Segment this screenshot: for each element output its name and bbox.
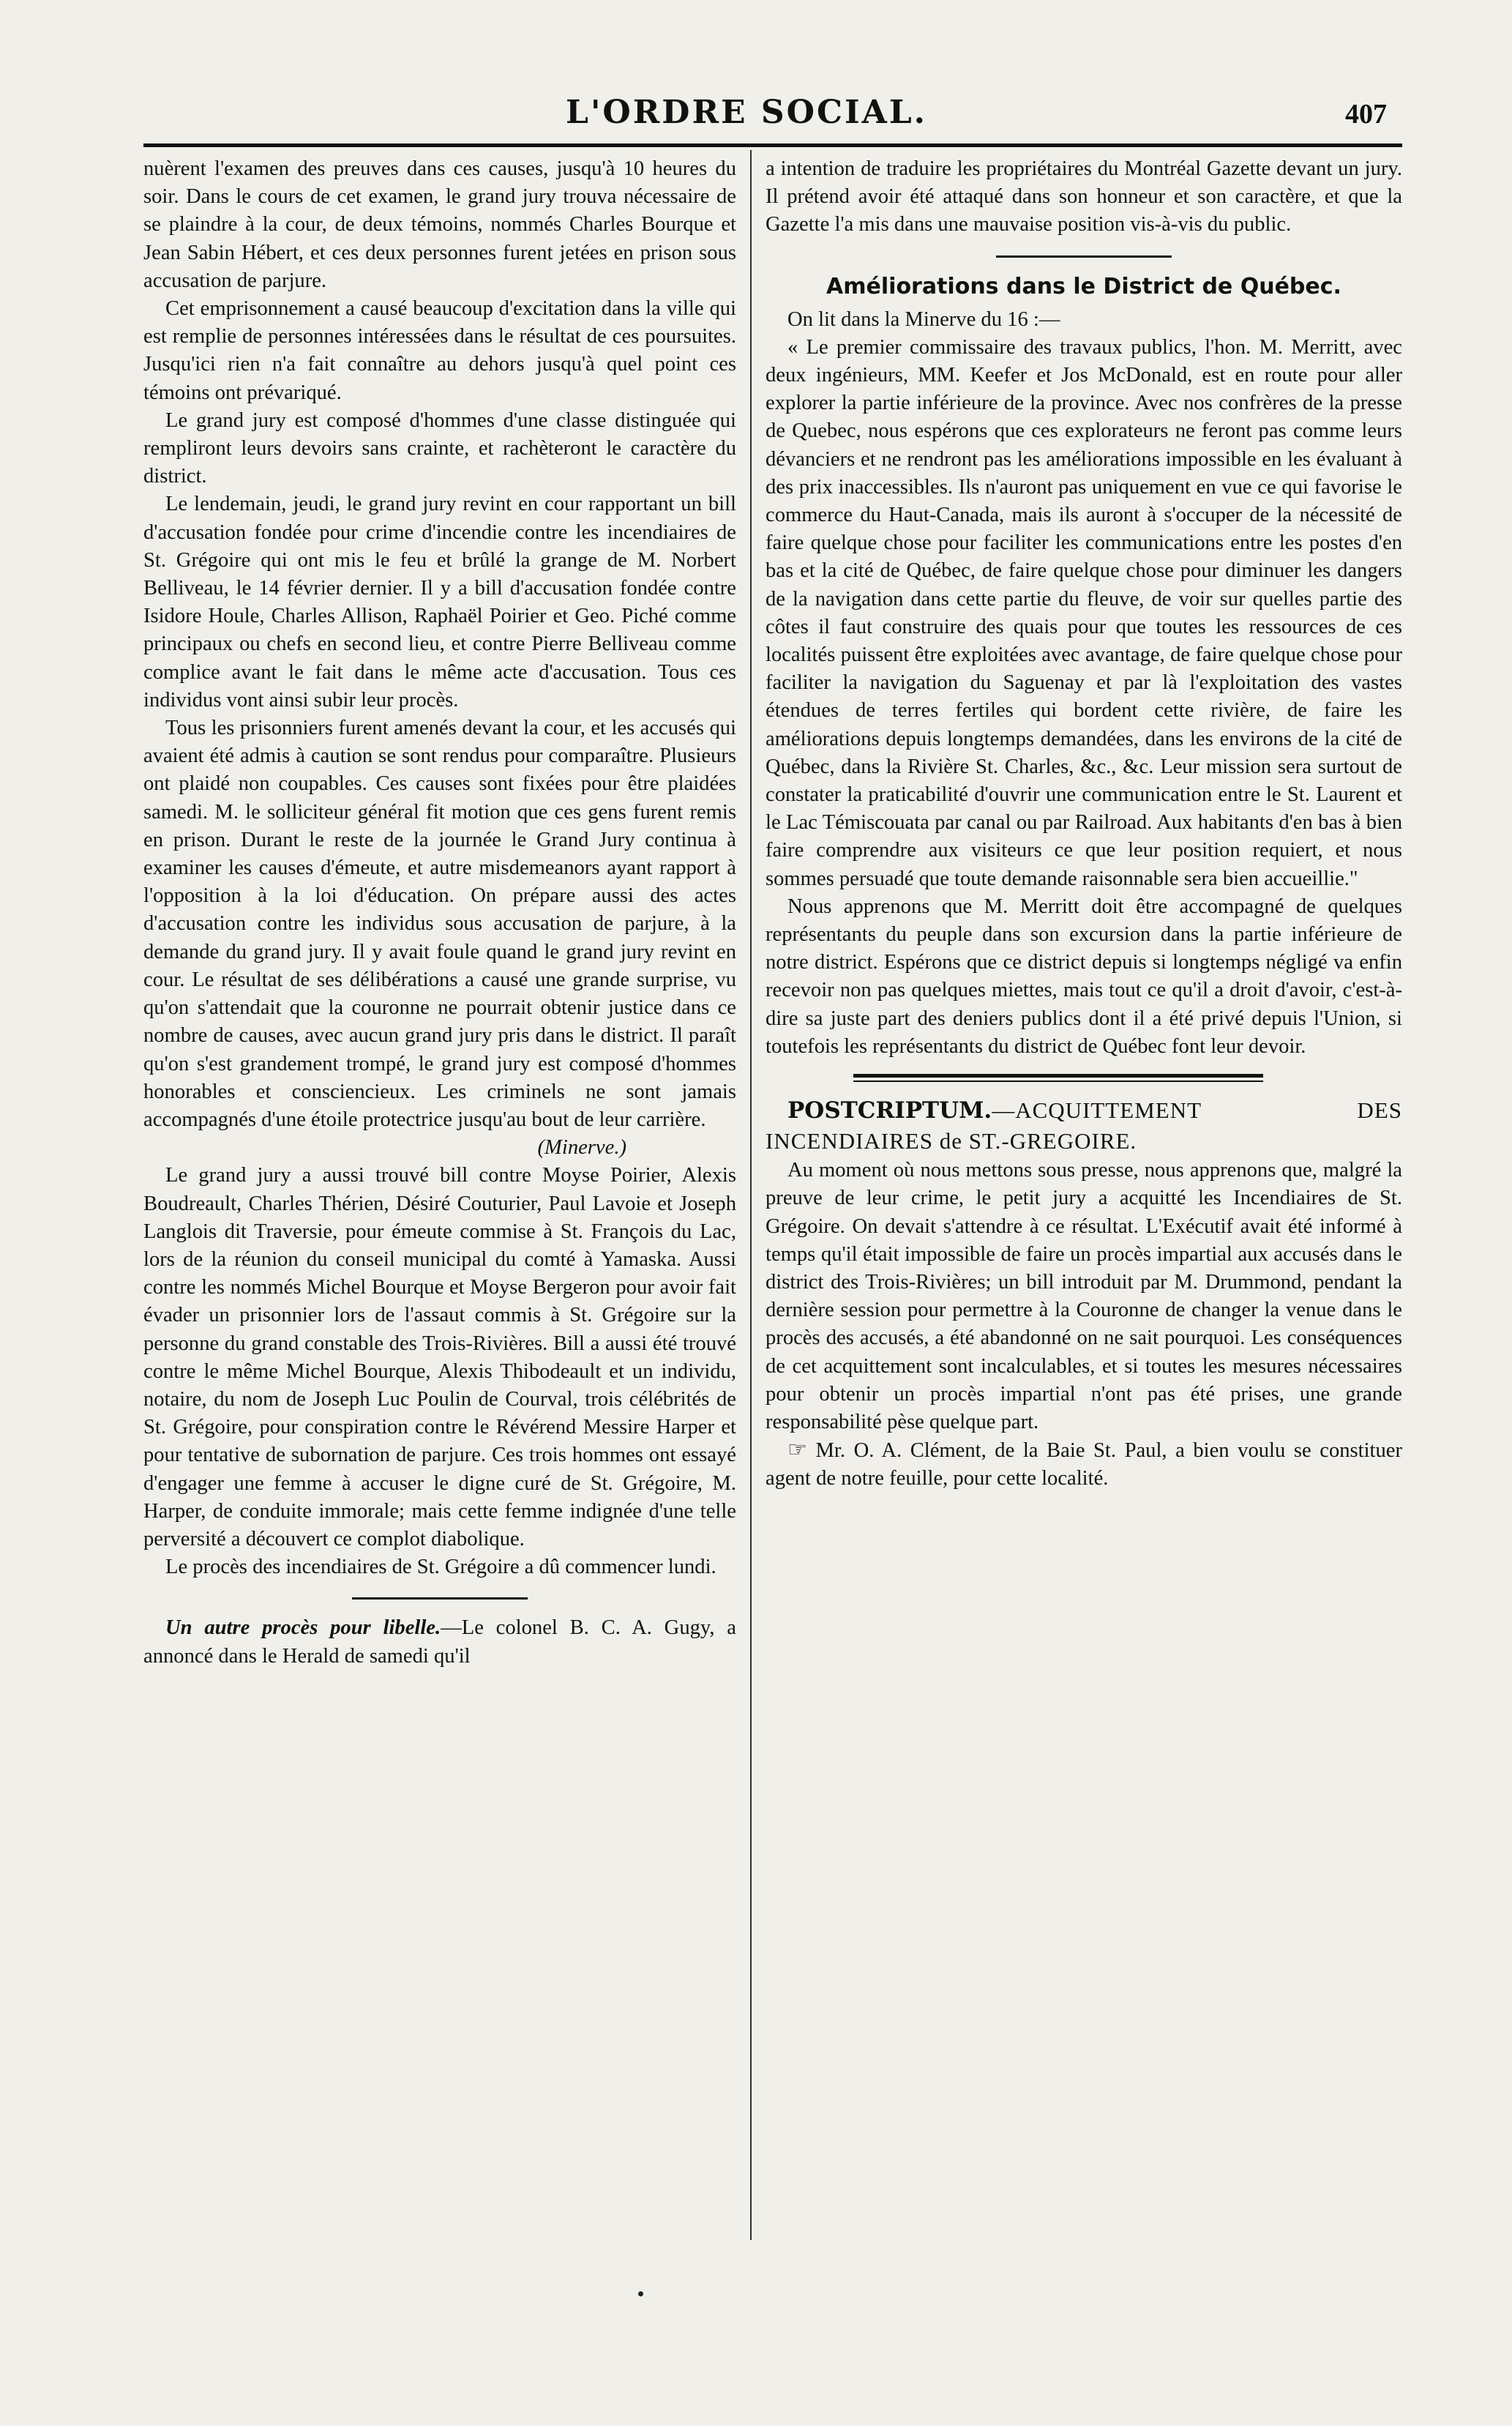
- column-divider: [750, 150, 752, 2240]
- article-paragraph: Au moment où nous mettons sous presse, nous apprenons que, malgré la preuve de leur crime, le petit jury a acquitté les Incendiaires de St. Grégoire. On devait s'attendre à ce résultat. L'Exécutif avait été informé à temps qu'il était impossible de faire un procès impartial aux accusés dans le district des Trois-Rivières; un bill introduit par M. Drummond, pendant la dernière session pour permettre à la Couronne de changer la venue dans le procès des accusés, a été abandonné on ne sait pourquoi. Les conséquences de cet acquittement sont incalculables, et si toutes les mesures nécessaires pour obtenir un procès impartial n'ont pas été prises, une grande responsabilité pèse quelque part.: [766, 1159, 1402, 1433]
- source-signature: (Minerve.): [537, 1136, 626, 1160]
- section-divider: [352, 1597, 528, 1600]
- article-paragraph: Le grand jury a aussi trouvé bill contre Moyse Poirier, Alexis Boudreault, Charles Thérien, Désiré Couturier, Paul Lavoie et Joseph Langlois dit Traversie, pour émeute commise à St. François du Lac, lors de la réunion du conseil municipal du comté à Yamaska. Aussi contre les nommés Michel Bourque et Moyse Bergeron pour avoir fait évader un prisonnier lors de l'assaut commis à St. Grégoire sur la personne du grand constable des Trois-Rivières. Bill a aussi été trouvé contre le même Michel Bourque, Alexis Thibodeault et un individu, notaire, du nom de Joseph Luc Poulin de Courval, trois célébrités de St. Grégoire, pour conspiration contre le Révérend Messire Harper et pour tentative de subornation de parjure. Ces trois hommes ont essayé d'engager une femme à accuser le digne curé de St. Grégoire, M. Harper, de conduite immorale; mais cette femme indignée d'une telle perversité a découvert ce complot diabolique.: [143, 1164, 736, 1550]
- pointing-hand-icon: ☞: [787, 1437, 807, 1463]
- right-column: [766, 155, 1402, 1493]
- postscript-title: —ACQUITTEMENT DES INCENDIAIRES de ST.-GREGOIRE.: [766, 1097, 1402, 1154]
- header-rule: [143, 143, 1402, 147]
- notice-paragraph: [766, 1436, 1402, 1493]
- postscript-heading: [766, 1095, 1402, 1157]
- article-paragraph: Le grand jury est composé d'hommes d'une classe distinguée qui rempliront leurs devoirs sans crainte, et rachèteront le caractère du district.: [143, 408, 736, 488]
- page-number: 407: [1345, 99, 1387, 130]
- notice-text: Mr. O. A. Clément, de la Baie St. Paul, a bien voulu se constituer agent de notre feuille, pour cette localité.: [766, 1439, 1403, 1490]
- section-heading: Améliorations dans le District de Québec.: [826, 273, 1341, 299]
- left-column: [143, 155, 736, 1671]
- article-paragraph: nuèrent l'examen des preuves dans ces causes, jusqu'à 10 heures du soir. Dans le cours de cet examen, le grand jury trouva nécessaire de se plaindre à la cour, de deux témoins, nommés Charles Bourque et Jean Sabin Hébert, et ces deux personnes furent jetées en prison sous accusation de parjure.: [143, 157, 736, 292]
- section-divider: [996, 255, 1172, 258]
- article-text: —Le colonel B. C. A. Gugy, a annoncé dans le Herald de samedi qu'il: [143, 1616, 736, 1668]
- postscript-label: POSTCRIPTUM.: [787, 1097, 992, 1124]
- section-divider: [853, 1074, 1263, 1082]
- article-paragraph: [143, 1614, 736, 1670]
- article-paragraph: Le lendemain, jeudi, le grand jury revint en cour rapportant un bill d'accusation fondée pour crime d'incendie contre les incendiaires de St. Grégoire qui ont mis le feu et brûlé la grange de M. Norbert Belliveau, le 14 février dernier. Il y a bill d'accusation fondée contre Isidore Houle, Charles Allison, Raphaël Poirier et Geo. Piché comme principaux ou chefs en second lieu, et contre Pierre Belliveau comme complice avant le fait dans le même acte d'accusation. Tous ces individus vont ainsi subir leur procès.: [143, 493, 736, 712]
- article-paragraph: On lit dans la Minerve du 16 :—: [787, 307, 1060, 331]
- article-paragraph: Nous apprenons que M. Merritt doit être accompagné de quelques représentants du peuple dans son excursion dans la partie inférieure de notre district. Espérons que ce district depuis si longtemps négligé va enfin recevoir non pas quelques miettes, mais tout ce qu'il a droit d'avoir, c'est-à-dire sa juste part des deniers publics dont il a été privé depuis l'Union, si toutefois les représentants du district de Québec font leur devoir.: [766, 895, 1402, 1058]
- article-paragraph: a intention de traduire les propriétaires du Montréal Gazette devant un jury. Il prétend avoir été attaqué dans son honneur et son caractère, et que la Gazette l'a mis dans une mauvaise position vis-à-vis du public.: [766, 157, 1402, 236]
- page-title: L'ORDRE SOCIAL.: [566, 94, 927, 131]
- article-paragraph: Tous les prisonniers furent amenés devant la cour, et les accusés qui avaient été admis à caution se sont rendus pour comparaître. Plusieurs ont plaidé non coupables. Ces causes sont fixées pour être plaidées samedi. M. le solliciteur général fit motion que ces gens furent remis en prison. Durant le reste de la journée le Grand Jury continua à examiner les causes d'émeute, et autre misdemeanors ayant rapport à l'opposition à la loi d'éducation. On prépare aussi des actes d'accusation contre les individus sous accusation de parjure, à la demande du grand jury. Il y avait foule quand le grand jury revint en cour. Le résultat de ses délibérations a causé une grande surprise, vu qu'on s'attendait que la couronne ne pourrait obtenir justice dans ce nombre de causes, avec aucun grand jury pris dans le district. Il paraît qu'on s'est grandement trompé, le grand jury est composé d'hommes honorables et consciencieux. Les criminels ne sont jamais accompagnés d'une étoile protectrice jusqu'au bout de leur carrière.: [143, 717, 736, 1131]
- print-speck: [638, 2291, 643, 2296]
- article-paragraph: Cet emprisonnement a causé beaucoup d'excitation dans la ville qui est remplie de personnes intéressées dans le résultat de ces poursuites. Jusqu'ici rien n'a fait connaître au dehors jusqu'à quel point ces témoins ont prévariqué.: [143, 297, 736, 404]
- article-paragraph: Le procès des incendiaires de St. Grégoire a dû commencer lundi.: [165, 1556, 716, 1579]
- article-lead: Un autre procès pour libelle.: [165, 1616, 441, 1640]
- article-paragraph: « Le premier commissaire des travaux publics, l'hon. M. Merritt, avec deux ingénieurs, MM. Keefer et Jos McDonald, est en route pour aller explorer la partie inférieure de la province. Avec nos confrères de la presse de Quebec, nous espérons que ces explorateurs ne feront pas comme leurs dévanciers et ne rendront pas les améliorations impossible en les évaluant à des prix inaccessibles. Ils n'auront pas uniquement en vue ce qui favorise le commerce du Haut-Canada, mais ils auront à s'occuper de la nécessité de faire quelque chose pour faciliter les communications entre les postes d'en bas et la cité de Québec, de faire quelque chose pour diminuer les dangers de la navigation dans cette partie du fleuve, de voir sur quelles partie des côtes il faut construire des quais pour que toutes les ressources de ces localités puissent être exploitées avec avantage, de faire quelque chose pour faciliter la navigation du Saguenay et par là l'exploitation des vastes étendues de terres fertiles qui bordent cette rivière, de faire les améliorations depuis longtemps demandées, dans les environs de la cité de Québec, dans la Rivière St. Charles, &c., &c. Leur mission sera surtout de constater la praticabilité d'ouvrir une communication entre le St. Laurent et le Lac Témiscouata par canal ou par Railroad. Aux habitants d'en bas à bien faire comprendre aux visiteurs ce que leur position requiert, et nous sommes persuadé que toute demande raisonnable sera bien accueillie.": [766, 335, 1402, 890]
